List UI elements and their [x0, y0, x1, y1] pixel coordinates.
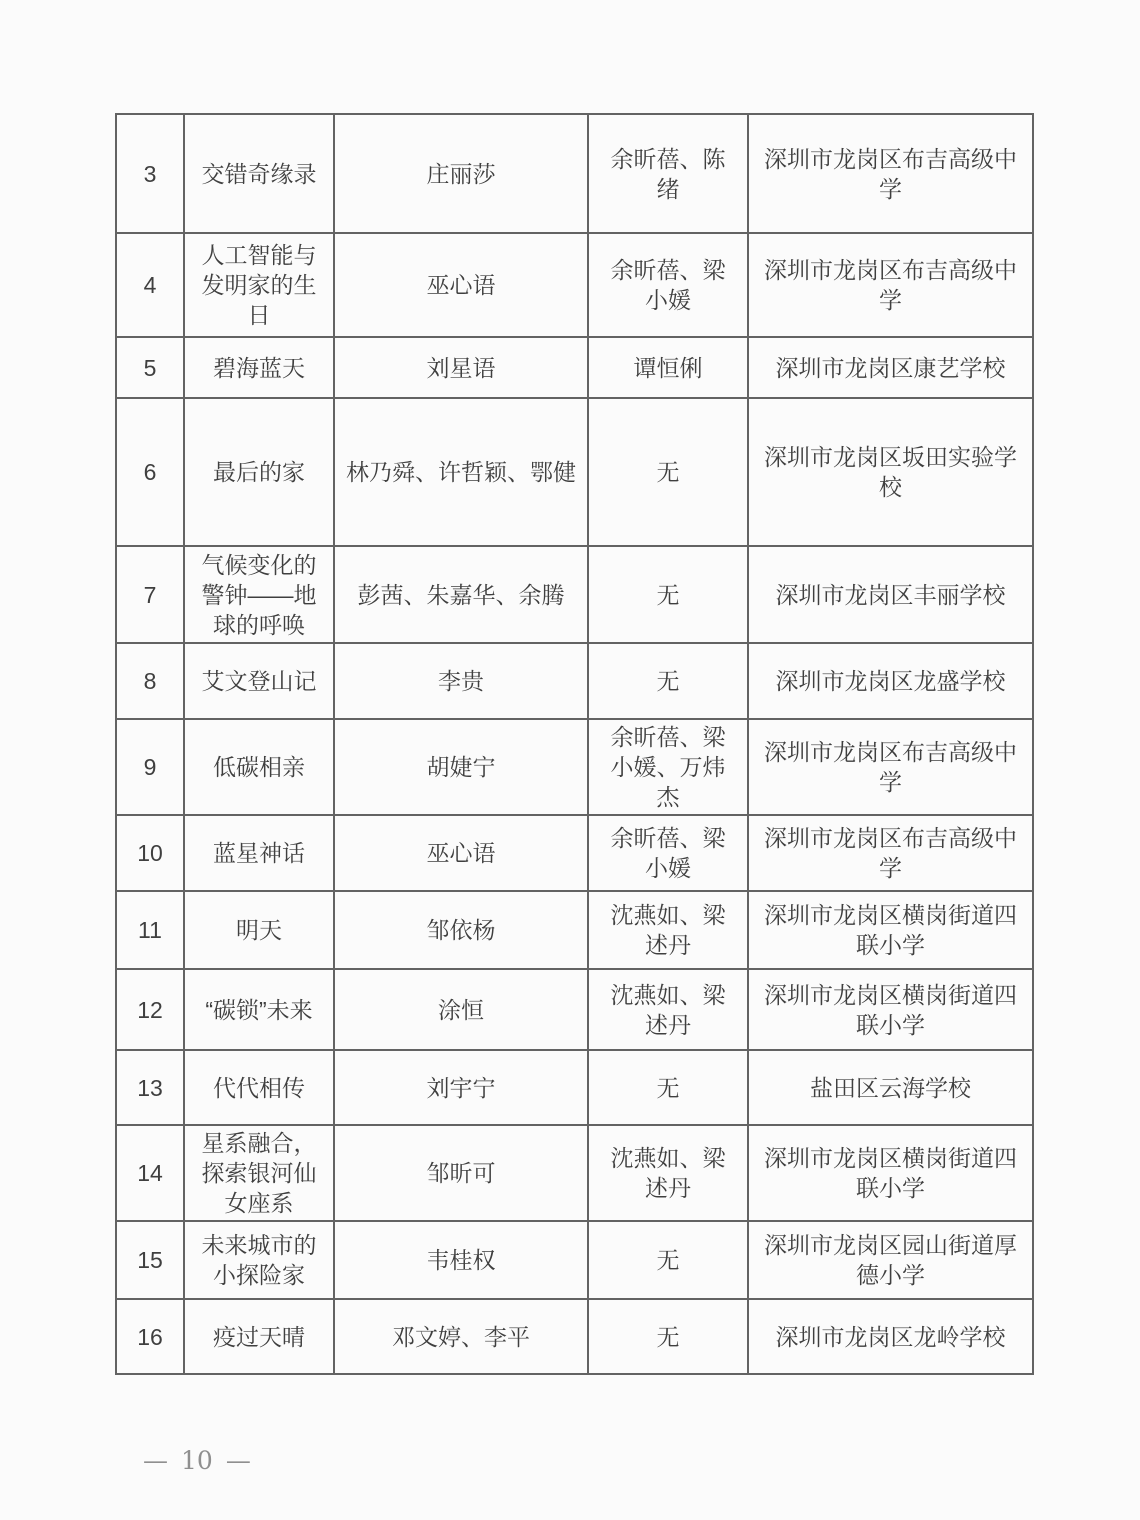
row-number-cell: 4: [116, 233, 184, 337]
school-cell: 深圳市龙岗区布吉高级中学: [748, 114, 1033, 233]
school-cell: 深圳市龙岗区坂田实验学校: [748, 398, 1033, 546]
work-title-cell: 气候变化的警钟——地球的呼唤: [184, 546, 334, 643]
work-title-cell: 蓝星神话: [184, 815, 334, 891]
instructor-cell: 沈燕如、梁述丹: [588, 1125, 748, 1221]
page-number: 10: [181, 1446, 213, 1475]
row-number-cell: 5: [116, 337, 184, 398]
row-number-cell: 11: [116, 891, 184, 969]
work-title-cell: 代代相传: [184, 1050, 334, 1125]
work-title-cell: “碳锁”未来: [184, 969, 334, 1050]
table-row: [116, 233, 1033, 337]
table-row: [116, 398, 1033, 546]
table-row: [116, 815, 1033, 891]
school-cell: 深圳市龙岗区横岗街道四联小学: [748, 969, 1033, 1050]
author-cell: 刘宇宁: [334, 1050, 588, 1125]
table-row: [116, 1299, 1033, 1374]
school-cell: 盐田区云海学校: [748, 1050, 1033, 1125]
school-cell: 深圳市龙岗区布吉高级中学: [748, 815, 1033, 891]
work-title-cell: 碧海蓝天: [184, 337, 334, 398]
work-title-cell: 未来城市的小探险家: [184, 1221, 334, 1299]
row-number-cell: 6: [116, 398, 184, 546]
footer-right-dash: —: [225, 1446, 251, 1475]
row-number-cell: 7: [116, 546, 184, 643]
row-number-cell: 3: [116, 114, 184, 233]
author-cell: 邹依杨: [334, 891, 588, 969]
footer-left-dash: —: [143, 1446, 168, 1475]
author-cell: 李贵: [334, 643, 588, 719]
table-row: [116, 1125, 1033, 1221]
school-cell: 深圳市龙岗区布吉高级中学: [748, 719, 1033, 815]
author-cell: 巫心语: [334, 815, 588, 891]
instructor-cell: 余昕蓓、梁小媛、万炜杰: [588, 719, 748, 815]
author-cell: 邹昕可: [334, 1125, 588, 1221]
instructor-cell: 谭恒俐: [588, 337, 748, 398]
work-title-cell: 低碳相亲: [184, 719, 334, 815]
work-title-cell: 人工智能与发明家的生日: [184, 233, 334, 337]
instructor-cell: 沈燕如、梁述丹: [588, 891, 748, 969]
author-cell: 邓文婷、李平: [334, 1299, 588, 1374]
row-number-cell: 14: [116, 1125, 184, 1221]
page-footer: [143, 1446, 251, 1475]
instructor-cell: 无: [588, 643, 748, 719]
instructor-cell: 余昕蓓、梁小媛: [588, 815, 748, 891]
school-cell: 深圳市龙岗区龙岭学校: [748, 1299, 1033, 1374]
row-number-cell: 10: [116, 815, 184, 891]
award-works-table: [115, 113, 1034, 1375]
row-number-cell: 13: [116, 1050, 184, 1125]
author-cell: 彭茜、朱嘉华、余腾: [334, 546, 588, 643]
instructor-cell: 无: [588, 1221, 748, 1299]
table-row: [116, 1221, 1033, 1299]
author-cell: 韦桂权: [334, 1221, 588, 1299]
table-row: [116, 1050, 1033, 1125]
school-cell: 深圳市龙岗区横岗街道四联小学: [748, 891, 1033, 969]
table-row: [116, 337, 1033, 398]
table-row: [116, 643, 1033, 719]
school-cell: 深圳市龙岗区龙盛学校: [748, 643, 1033, 719]
row-number-cell: 8: [116, 643, 184, 719]
table-row: [116, 114, 1033, 233]
row-number-cell: 16: [116, 1299, 184, 1374]
author-cell: 林乃舜、许哲颖、鄂健: [334, 398, 588, 546]
instructor-cell: 无: [588, 1299, 748, 1374]
school-cell: 深圳市龙岗区康艺学校: [748, 337, 1033, 398]
author-cell: 巫心语: [334, 233, 588, 337]
instructor-cell: 无: [588, 1050, 748, 1125]
school-cell: 深圳市龙岗区丰丽学校: [748, 546, 1033, 643]
instructor-cell: 余昕蓓、陈绪: [588, 114, 748, 233]
instructor-cell: 沈燕如、梁述丹: [588, 969, 748, 1050]
author-cell: 庄丽莎: [334, 114, 588, 233]
table-row: [116, 719, 1033, 815]
table-row: [116, 546, 1033, 643]
work-title-cell: 艾文登山记: [184, 643, 334, 719]
author-cell: 刘星语: [334, 337, 588, 398]
work-title-cell: 最后的家: [184, 398, 334, 546]
work-title-cell: 明天: [184, 891, 334, 969]
instructor-cell: 余昕蓓、梁小媛: [588, 233, 748, 337]
table-row: [116, 969, 1033, 1050]
instructor-cell: 无: [588, 398, 748, 546]
work-title-cell: 星系融合，探索银河仙女座系: [184, 1125, 334, 1221]
row-number-cell: 15: [116, 1221, 184, 1299]
school-cell: 深圳市龙岗区园山街道厚德小学: [748, 1221, 1033, 1299]
school-cell: 深圳市龙岗区横岗街道四联小学: [748, 1125, 1033, 1221]
school-cell: 深圳市龙岗区布吉高级中学: [748, 233, 1033, 337]
instructor-cell: 无: [588, 546, 748, 643]
table-row: [116, 891, 1033, 969]
author-cell: 胡婕宁: [334, 719, 588, 815]
author-cell: 涂恒: [334, 969, 588, 1050]
work-title-cell: 疫过天晴: [184, 1299, 334, 1374]
work-title-cell: 交错奇缘录: [184, 114, 334, 233]
row-number-cell: 9: [116, 719, 184, 815]
row-number-cell: 12: [116, 969, 184, 1050]
